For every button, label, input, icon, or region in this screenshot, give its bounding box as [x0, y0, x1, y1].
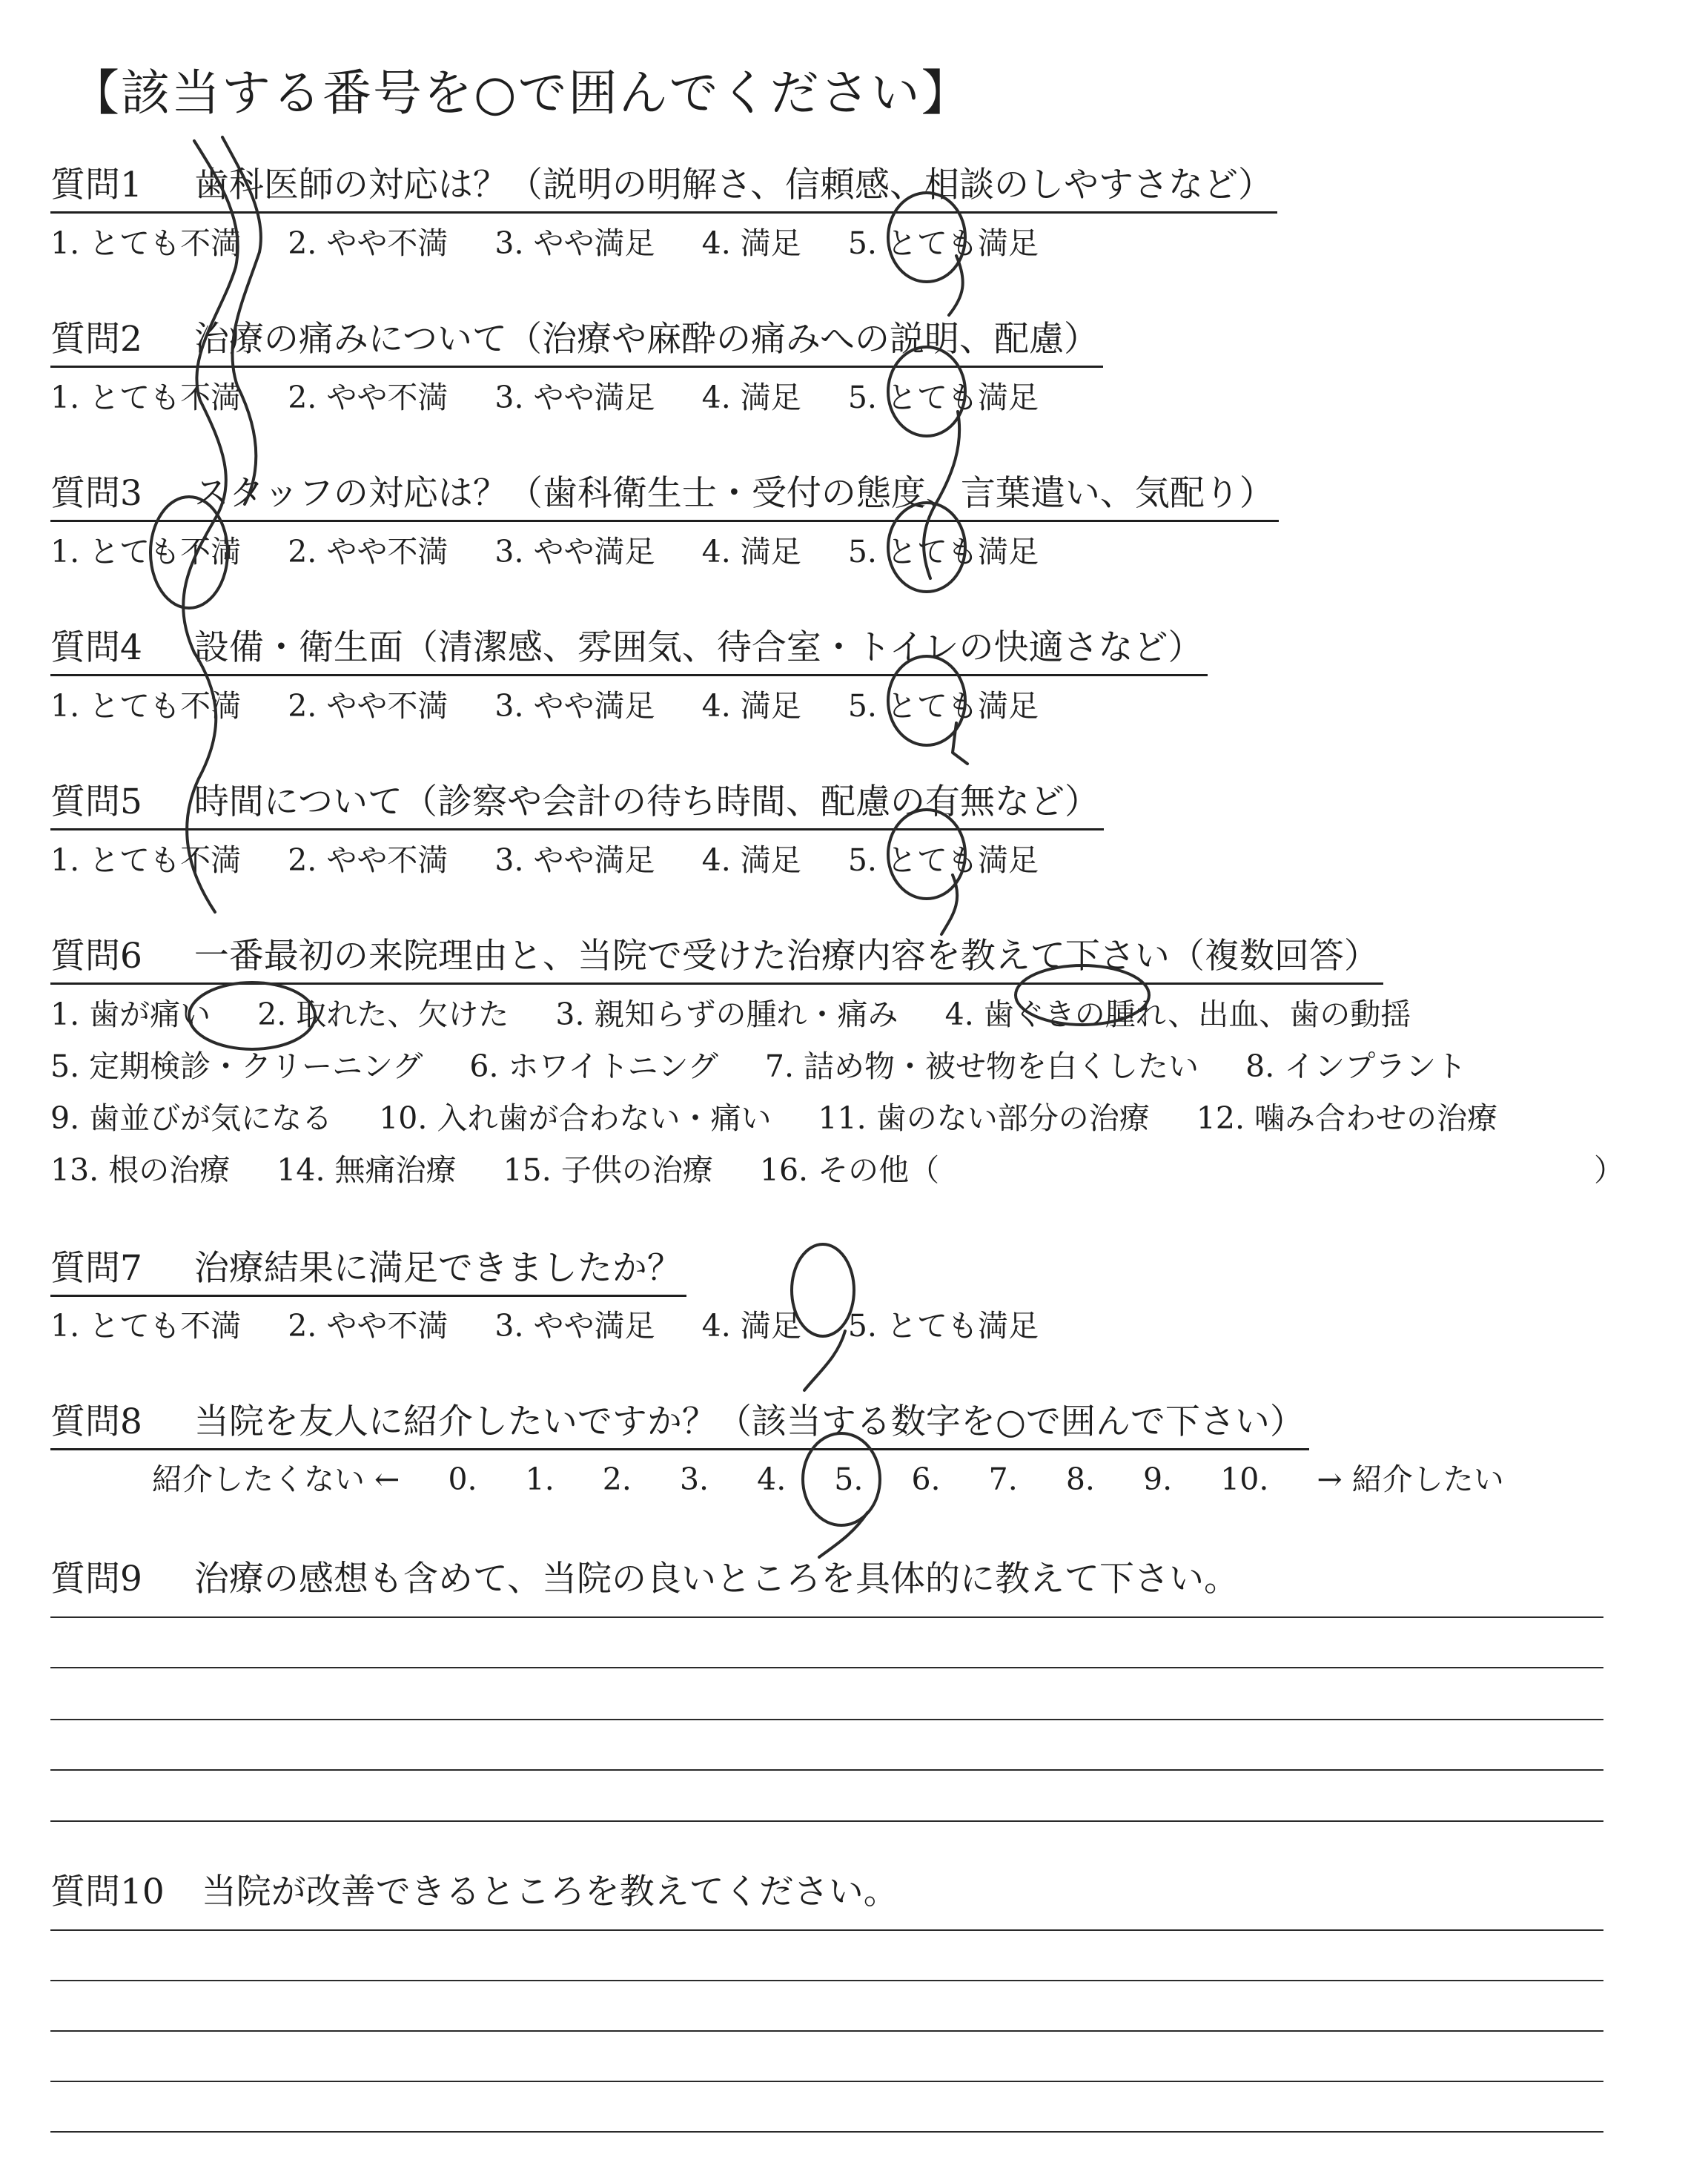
question-6: [50, 928, 1383, 985]
q7-option-3[interactable]: 3. やや満足: [494, 1308, 655, 1344]
q6-option-15[interactable]: 15. 子供の治療: [503, 1152, 713, 1188]
q2-option-5[interactable]: 5. とても満足: [847, 380, 1039, 415]
question-9: [50, 1551, 1239, 1601]
q7-option-1[interactable]: 1. とても不満: [50, 1308, 242, 1344]
q9-answer-line[interactable]: [50, 1769, 1603, 1771]
q6-option-12[interactable]: 12. 噛み合わせの治療: [1196, 1100, 1498, 1136]
pen-tail-q1: [949, 256, 963, 315]
question-8-text: 当院を友人に紹介したいですか？（該当する数字を○で囲んで下さい）: [193, 1401, 1305, 1442]
recommend-scale: [152, 1455, 1543, 1499]
q6-option-10[interactable]: 10. 入れ歯が合わない・痛い: [379, 1100, 772, 1136]
q6-row-4: [50, 1146, 939, 1189]
q7-option-4[interactable]: 4. 満足: [701, 1308, 801, 1344]
question-9-label: 質問9: [50, 1559, 142, 1599]
question-8: [50, 1394, 1309, 1450]
q10-answer-line[interactable]: [50, 2030, 1603, 2032]
q1-option-1[interactable]: 1. とても不満: [50, 225, 242, 261]
scale-left-label: 紹介したくない ←: [152, 1462, 400, 1497]
question-4: [50, 620, 1208, 676]
question-1-text: 歯科医師の対応は？（説明の明解さ、信頼感、相談のしやすさなど）: [193, 165, 1274, 205]
scale-10[interactable]: 10.: [1220, 1462, 1269, 1497]
question-4-options: [50, 681, 1039, 725]
q6-option-13[interactable]: 13. 根の治療: [50, 1152, 231, 1188]
scale-0[interactable]: 0.: [448, 1462, 477, 1497]
q7-option-5[interactable]: 5. とても満足: [847, 1308, 1039, 1344]
q4-option-3[interactable]: 3. やや満足: [494, 688, 655, 724]
scale-9[interactable]: 9.: [1142, 1462, 1173, 1497]
q4-option-5[interactable]: 5. とても満足: [847, 688, 1039, 724]
q4-option-1[interactable]: 1. とても不満: [50, 688, 242, 724]
q5-option-1[interactable]: 1. とても不満: [50, 842, 242, 878]
q6-row-3: [50, 1094, 1497, 1137]
q2-option-2[interactable]: 2. やや不満: [288, 380, 448, 415]
q3-option-4[interactable]: 4. 満足: [701, 534, 801, 569]
question-10: [50, 1864, 898, 1914]
q6-row-2: [50, 1042, 1466, 1086]
question-5-label: 質問5: [50, 782, 142, 822]
question-1: [50, 157, 1277, 214]
scale-5[interactable]: 5.: [834, 1462, 864, 1497]
question-2: [50, 311, 1103, 368]
question-1-options: [50, 219, 1039, 262]
question-8-label: 質問8: [50, 1401, 142, 1442]
q2-option-3[interactable]: 3. やや満足: [494, 380, 655, 415]
q4-option-2[interactable]: 2. やや不満: [288, 688, 448, 724]
q2-option-4[interactable]: 4. 満足: [701, 380, 801, 415]
question-2-text: 治療の痛みについて（治療や麻酔の痛みへの説明、配慮）: [193, 319, 1099, 360]
question-4-label: 質問4: [50, 627, 142, 668]
q10-answer-line[interactable]: [50, 2081, 1603, 2082]
q3-option-3[interactable]: 3. やや満足: [494, 534, 655, 569]
scale-7[interactable]: 7.: [988, 1462, 1018, 1497]
scale-right-label: → 紹介したい: [1317, 1462, 1504, 1497]
question-7-options: [50, 1301, 1039, 1345]
scale-8[interactable]: 8.: [1065, 1462, 1095, 1497]
question-2-label: 質問2: [50, 319, 142, 360]
q1-option-5[interactable]: 5. とても満足: [847, 225, 1039, 261]
page-title: 【該当する番号を○で囲んでください】: [70, 65, 972, 122]
q9-answer-line[interactable]: [50, 1820, 1603, 1822]
question-7: [50, 1241, 686, 1297]
q5-option-5[interactable]: 5. とても満足: [847, 842, 1039, 878]
q10-answer-line[interactable]: [50, 2131, 1603, 2133]
q1-option-3[interactable]: 3. やや満足: [494, 225, 655, 261]
q6-option-16[interactable]: 16. その他（: [759, 1152, 940, 1188]
q3-option-1[interactable]: 1. とても不満: [50, 534, 242, 569]
question-5: [50, 774, 1104, 830]
q6-option-9[interactable]: 9. 歯並びが気になる: [50, 1100, 333, 1136]
q6-option-3[interactable]: 3. 親知らずの腫れ・痛み: [555, 997, 898, 1032]
q6-option-11[interactable]: 11. 歯のない部分の治療: [818, 1100, 1150, 1136]
q6-option-2[interactable]: 2. 取れた、欠けた: [257, 997, 509, 1032]
scale-3[interactable]: 3.: [679, 1462, 709, 1497]
q10-answer-line[interactable]: [50, 1980, 1603, 1981]
pen-tail-q4: [953, 723, 967, 764]
q6-option-7[interactable]: 7. 詰め物・被せ物を白くしたい: [764, 1048, 1199, 1084]
scale-1[interactable]: 1.: [525, 1462, 555, 1497]
scale-2[interactable]: 2.: [602, 1462, 632, 1497]
question-3-label: 質問3: [50, 473, 142, 514]
q6-option-4[interactable]: 4. 歯ぐきの腫れ、出血、歯の動揺: [944, 997, 1411, 1032]
pen-tail-q5: [941, 875, 957, 934]
q6-option-5[interactable]: 5. 定期検診・クリーニング: [50, 1048, 423, 1084]
q5-option-2[interactable]: 2. やや不満: [288, 842, 448, 878]
q5-option-4[interactable]: 4. 満足: [701, 842, 801, 878]
scale-6[interactable]: 6.: [911, 1462, 941, 1497]
q10-answer-line[interactable]: [50, 1929, 1603, 1931]
scale-4[interactable]: 4.: [757, 1462, 787, 1497]
question-6-label: 質問6: [50, 936, 142, 977]
q6-option-8[interactable]: 8. インプラント: [1245, 1048, 1467, 1084]
q1-option-2[interactable]: 2. やや不満: [288, 225, 448, 261]
q9-answer-line[interactable]: [50, 1719, 1603, 1720]
question-5-text: 時間について（診察や会計の待ち時間、配慮の有無など）: [193, 782, 1099, 822]
q2-option-1[interactable]: 1. とても不満: [50, 380, 242, 415]
q1-option-4[interactable]: 4. 満足: [701, 225, 801, 261]
q6-other-close-paren: ）: [1594, 1152, 1624, 1188]
q6-option-14[interactable]: 14. 無痛治療: [277, 1152, 457, 1188]
q4-option-4[interactable]: 4. 満足: [701, 688, 801, 724]
q3-option-2[interactable]: 2. やや不満: [288, 534, 448, 569]
question-7-label: 質問7: [50, 1248, 142, 1289]
q6-option-1[interactable]: 1. 歯が痛い: [50, 997, 211, 1032]
question-6-text: 一番最初の来院理由と、当院で受けた治療内容を教えて下さい（複数回答）: [193, 936, 1379, 977]
q7-option-2[interactable]: 2. やや不満: [288, 1308, 448, 1344]
question-5-options: [50, 836, 1039, 879]
q5-option-3[interactable]: 3. やや満足: [494, 842, 655, 878]
q3-option-5[interactable]: 5. とても満足: [847, 534, 1039, 569]
q6-option-6[interactable]: 6. ホワイトニング: [469, 1048, 718, 1084]
q6-row-1: [50, 990, 1411, 1034]
q9-answer-line[interactable]: [50, 1616, 1603, 1618]
question-3-text: スタッフの対応は？（歯科衛生士・受付の態度、言葉遣い、気配り）: [193, 473, 1274, 514]
question-2-options: [50, 373, 1039, 417]
q9-answer-line[interactable]: [50, 1667, 1603, 1668]
question-3-options: [50, 527, 1039, 571]
question-1-label: 質問1: [50, 165, 142, 205]
question-3: [50, 466, 1279, 522]
question-10-label: 質問10: [50, 1872, 165, 1912]
question-4-text: 設備・衛生面（清潔感、雰囲気、待合室・トイレの快適さなど）: [193, 627, 1203, 668]
question-7-text: 治療結果に満足できましたか？: [193, 1248, 682, 1289]
question-9-text: 治療の感想も含めて、当院の良いところを具体的に教えて下さい。: [193, 1559, 1239, 1599]
question-10-text: 当院が改善できるところを教えてください。: [201, 1872, 898, 1912]
pen-tail-q8: [819, 1513, 867, 1557]
